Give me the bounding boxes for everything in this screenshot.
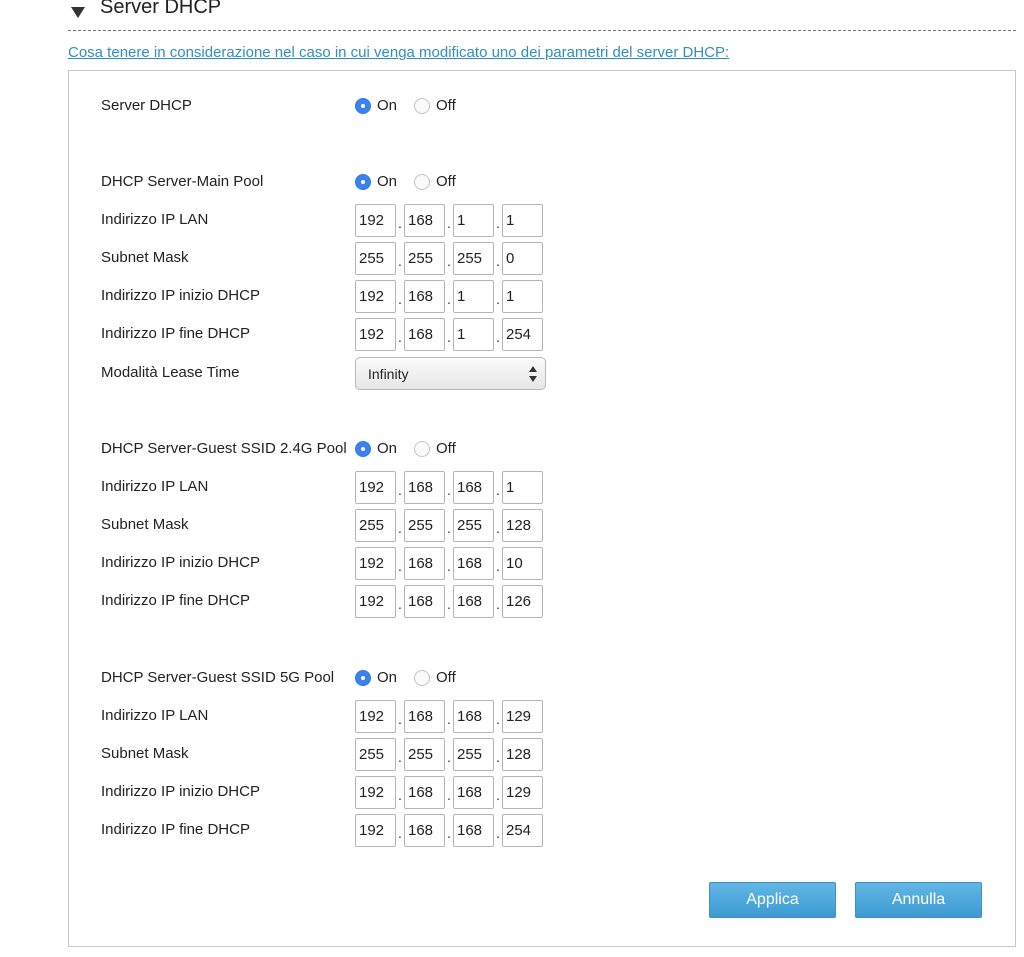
dhcp-info-link[interactable]: Cosa tenere in considerazione nel caso in cui venga modificato uno dei parametri del server DHCP: bbox=[68, 44, 730, 61]
ip-octet-1[interactable]: 255 bbox=[355, 509, 396, 542]
ip-octet-3[interactable]: 1 bbox=[453, 280, 494, 313]
ip-octet-4[interactable]: 10 bbox=[502, 547, 543, 580]
ip-dot: . bbox=[496, 291, 500, 307]
ip-dot: . bbox=[496, 329, 500, 345]
guest-24g-lan-ip-label: Indirizzo IP LAN bbox=[101, 478, 209, 495]
cancel-button[interactable]: Annulla bbox=[855, 882, 982, 918]
ip-octet-2[interactable]: 168 bbox=[404, 204, 445, 237]
ip-octet-4[interactable]: 126 bbox=[502, 585, 543, 618]
ip-dot: . bbox=[447, 787, 451, 803]
ip-octet-4[interactable]: 128 bbox=[502, 509, 543, 542]
radio-unchecked-icon[interactable] bbox=[414, 98, 430, 114]
ip-octet-3[interactable]: 255 bbox=[453, 242, 494, 275]
ip-octet-2[interactable]: 168 bbox=[404, 280, 445, 313]
ip-dot: . bbox=[496, 787, 500, 803]
radio-on-label: On bbox=[377, 173, 398, 190]
ip-octet-4[interactable]: 129 bbox=[502, 700, 543, 733]
main-subnet-mask-field bbox=[355, 242, 545, 275]
radio-off-label: Off bbox=[436, 97, 456, 114]
ip-octet-2[interactable]: 168 bbox=[404, 814, 445, 847]
ip-octet-1[interactable]: 192 bbox=[355, 700, 396, 733]
ip-dot: . bbox=[398, 291, 402, 307]
guest-24g-pool-label: DHCP Server-Guest SSID 2.4G Pool bbox=[101, 440, 347, 457]
ip-octet-2[interactable]: 168 bbox=[404, 776, 445, 809]
section-header bbox=[68, 0, 1016, 31]
guest-5g-end-ip-field bbox=[355, 814, 545, 847]
ip-dot: . bbox=[447, 749, 451, 765]
ip-dot: . bbox=[496, 749, 500, 765]
ip-dot: . bbox=[496, 215, 500, 231]
ip-octet-4[interactable]: 1 bbox=[502, 471, 543, 504]
ip-dot: . bbox=[496, 558, 500, 574]
ip-dot: . bbox=[496, 520, 500, 536]
radio-checked-icon[interactable] bbox=[355, 441, 371, 457]
apply-button[interactable]: Applica bbox=[709, 882, 836, 918]
ip-octet-4[interactable]: 1 bbox=[502, 280, 543, 313]
guest-5g-start-ip-label: Indirizzo IP inizio DHCP bbox=[101, 783, 260, 800]
ip-octet-3[interactable]: 168 bbox=[453, 547, 494, 580]
guest-24g-subnet-mask-field bbox=[355, 509, 545, 542]
ip-dot: . bbox=[398, 711, 402, 727]
radio-on-label: On bbox=[377, 669, 398, 686]
ip-octet-3[interactable]: 168 bbox=[453, 814, 494, 847]
guest-5g-lan-ip-label: Indirizzo IP LAN bbox=[101, 707, 209, 724]
guest-24g-start-ip-label: Indirizzo IP inizio DHCP bbox=[101, 554, 260, 571]
main-lan-ip-field bbox=[355, 204, 545, 237]
ip-octet-3[interactable]: 255 bbox=[453, 738, 494, 771]
radio-on-label: On bbox=[377, 97, 398, 114]
main-end-ip-label: Indirizzo IP fine DHCP bbox=[101, 325, 250, 342]
lease-time-label: Modalità Lease Time bbox=[101, 364, 240, 381]
guest-24g-lan-ip-field bbox=[355, 471, 545, 504]
guest-5g-subnet-mask-label: Subnet Mask bbox=[101, 745, 189, 762]
radio-off-label: Off bbox=[436, 440, 456, 457]
ip-octet-1[interactable]: 192 bbox=[355, 776, 396, 809]
collapse-triangle-icon[interactable] bbox=[70, 5, 86, 19]
radio-on-label: On bbox=[377, 440, 398, 457]
guest-5g-lan-ip-field bbox=[355, 700, 545, 733]
ip-octet-3[interactable]: 168 bbox=[453, 585, 494, 618]
main-lan-ip-label: Indirizzo IP LAN bbox=[101, 211, 209, 228]
ip-dot: . bbox=[447, 253, 451, 269]
ip-octet-1[interactable]: 192 bbox=[355, 814, 396, 847]
ip-dot: . bbox=[447, 520, 451, 536]
ip-dot: . bbox=[447, 596, 451, 612]
ip-dot: . bbox=[398, 215, 402, 231]
main-subnet-mask-label: Subnet Mask bbox=[101, 249, 189, 266]
ip-dot: . bbox=[398, 329, 402, 345]
ip-dot: . bbox=[398, 520, 402, 536]
dhcp-server-label: Server DHCP bbox=[101, 97, 192, 114]
ip-dot: . bbox=[447, 329, 451, 345]
ip-octet-2[interactable]: 168 bbox=[404, 318, 445, 351]
ip-dot: . bbox=[496, 596, 500, 612]
ip-dot: . bbox=[398, 596, 402, 612]
radio-checked-icon[interactable] bbox=[355, 98, 371, 114]
ip-octet-2[interactable]: 168 bbox=[404, 471, 445, 504]
ip-octet-1[interactable]: 192 bbox=[355, 280, 396, 313]
guest-24g-subnet-mask-label: Subnet Mask bbox=[101, 516, 189, 533]
ip-octet-1[interactable]: 192 bbox=[355, 471, 396, 504]
ip-octet-3[interactable]: 1 bbox=[453, 318, 494, 351]
ip-dot: . bbox=[496, 253, 500, 269]
main-pool-label: DHCP Server-Main Pool bbox=[101, 173, 264, 190]
ip-octet-4[interactable]: 0 bbox=[502, 242, 543, 275]
radio-off-label: Off bbox=[436, 669, 456, 686]
ip-dot: . bbox=[447, 215, 451, 231]
radio-checked-icon[interactable] bbox=[355, 174, 371, 190]
ip-dot: . bbox=[398, 482, 402, 498]
ip-dot: . bbox=[398, 253, 402, 269]
ip-octet-2[interactable]: 255 bbox=[404, 509, 445, 542]
ip-octet-2[interactable]: 168 bbox=[404, 700, 445, 733]
ip-octet-3[interactable]: 168 bbox=[453, 471, 494, 504]
main-end-ip-field bbox=[355, 318, 545, 351]
ip-dot: . bbox=[447, 711, 451, 727]
lease-time-select[interactable] bbox=[355, 357, 546, 390]
ip-octet-2[interactable]: 168 bbox=[404, 547, 445, 580]
ip-octet-4[interactable]: 128 bbox=[502, 738, 543, 771]
ip-octet-4[interactable]: 129 bbox=[502, 776, 543, 809]
ip-octet-1[interactable]: 192 bbox=[355, 585, 396, 618]
ip-dot: . bbox=[447, 291, 451, 307]
lease-time-value: Infinity bbox=[368, 366, 409, 382]
guest-5g-subnet-mask-field bbox=[355, 738, 545, 771]
ip-octet-4[interactable]: 1 bbox=[502, 204, 543, 237]
ip-octet-2[interactable]: 255 bbox=[404, 242, 445, 275]
ip-dot: . bbox=[398, 558, 402, 574]
ip-octet-3[interactable]: 1 bbox=[453, 204, 494, 237]
ip-dot: . bbox=[496, 825, 500, 841]
main-start-ip-label: Indirizzo IP inizio DHCP bbox=[101, 287, 260, 304]
section-title: Server DHCP bbox=[100, 0, 222, 18]
ip-octet-2[interactable]: 168 bbox=[404, 585, 445, 618]
guest-5g-end-ip-label: Indirizzo IP fine DHCP bbox=[101, 821, 250, 838]
ip-octet-1[interactable]: 255 bbox=[355, 242, 396, 275]
main-start-ip-field bbox=[355, 280, 545, 313]
ip-dot: . bbox=[398, 787, 402, 803]
ip-dot: . bbox=[447, 825, 451, 841]
guest-5g-start-ip-field bbox=[355, 776, 545, 809]
radio-off-label: Off bbox=[436, 173, 456, 190]
ip-octet-4[interactable]: 254 bbox=[502, 318, 543, 351]
ip-octet-3[interactable]: 168 bbox=[453, 700, 494, 733]
ip-dot: . bbox=[398, 825, 402, 841]
ip-dot: . bbox=[398, 749, 402, 765]
guest-5g-pool-label: DHCP Server-Guest SSID 5G Pool bbox=[101, 669, 335, 686]
ip-octet-3[interactable]: 168 bbox=[453, 776, 494, 809]
ip-octet-2[interactable]: 255 bbox=[404, 738, 445, 771]
ip-octet-3[interactable]: 255 bbox=[453, 509, 494, 542]
radio-unchecked-icon[interactable] bbox=[414, 174, 430, 190]
ip-dot: . bbox=[447, 558, 451, 574]
guest-24g-start-ip-field bbox=[355, 547, 545, 580]
ip-octet-1[interactable]: 192 bbox=[355, 318, 396, 351]
ip-octet-1[interactable]: 255 bbox=[355, 738, 396, 771]
guest-24g-end-ip-label: Indirizzo IP fine DHCP bbox=[101, 592, 250, 609]
ip-octet-1[interactable]: 192 bbox=[355, 204, 396, 237]
ip-dot: . bbox=[496, 482, 500, 498]
ip-dot: . bbox=[447, 482, 451, 498]
guest-24g-end-ip-field bbox=[355, 585, 545, 618]
ip-dot: . bbox=[496, 711, 500, 727]
select-updown-icon bbox=[529, 365, 537, 383]
ip-octet-4[interactable]: 254 bbox=[502, 814, 543, 847]
radio-unchecked-icon[interactable] bbox=[414, 670, 430, 686]
radio-unchecked-icon[interactable] bbox=[414, 441, 430, 457]
ip-octet-1[interactable]: 192 bbox=[355, 547, 396, 580]
radio-checked-icon[interactable] bbox=[355, 670, 371, 686]
